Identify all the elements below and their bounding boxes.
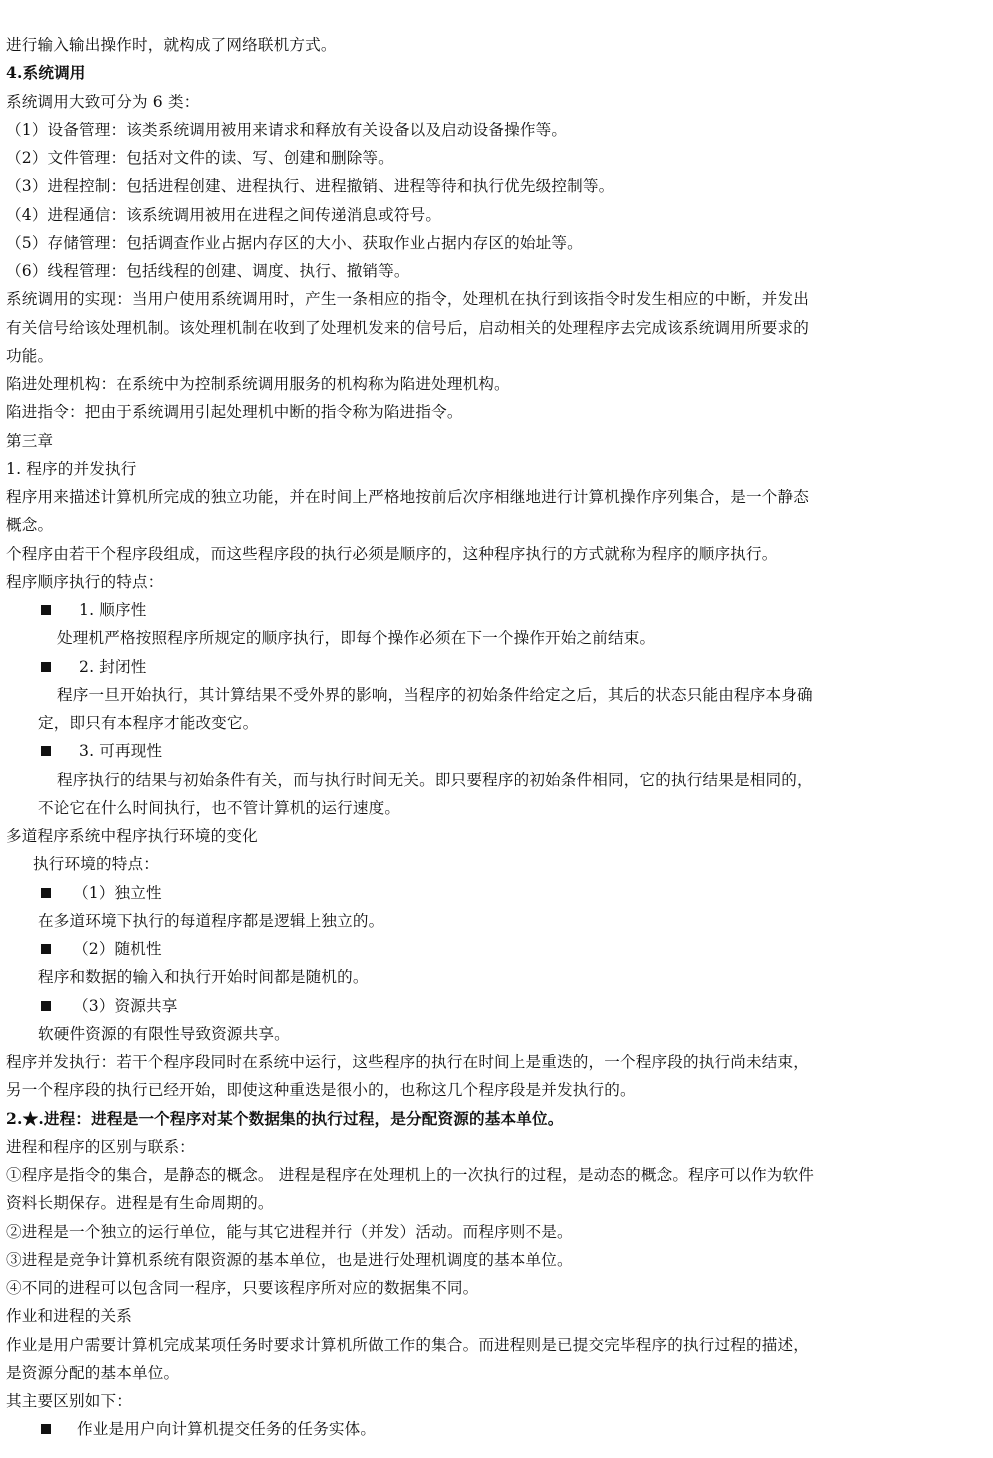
text-line: 程序一旦开始执行，其计算结果不受外界的影响，当程序的初始条件给定之后，其后的状态只能由程序本身确	[57, 685, 813, 704]
bullet-label: 3. 可再现性	[79, 742, 163, 761]
bullet-item	[6, 596, 985, 624]
section-heading: 4.系统调用	[6, 63, 86, 83]
text-line: 软硬件资源的有限性导致资源共享。	[38, 1024, 290, 1043]
text-line: 处理机严格按照程序所规定的顺序执行，即每个操作必须在下一个操作开始之前结束。	[57, 629, 656, 648]
text-line: 系统调用的实现：当用户使用系统调用时，产生一条相应的指令，处理机在执行到该指令时发生相应的中断，并发出	[6, 290, 809, 309]
text-line: 作业是用户需要计算机完成某项任务时要求计算机所做工作的集合。而进程则是已提交完毕程序的执行过程的描述，	[6, 1335, 809, 1354]
text-line: 定，即只有本程序才能改变它。	[38, 714, 259, 732]
text-line: 其主要区别如下：	[6, 1392, 132, 1410]
bullet-label: （3）资源共享	[73, 996, 178, 1015]
text-line: 在多道环境下执行的每道程序都是逻辑上独立的。	[38, 911, 385, 930]
square-bullet-icon	[41, 1001, 51, 1011]
bullet-item	[6, 992, 985, 1020]
list-item: （6）线程管理：包括线程的创建、调度、执行、撤销等。	[6, 262, 410, 280]
text-line: 概念。	[6, 516, 54, 535]
list-item: （2）文件管理：包括对文件的读、写、创建和删除等。	[6, 149, 394, 167]
square-bullet-icon	[41, 1424, 51, 1434]
text-line: 系统调用大致可分为 6 类：	[6, 92, 200, 111]
bullet-label: 作业是用户向计算机提交任务的任务实体。	[77, 1420, 377, 1439]
bullet-item	[6, 653, 985, 681]
square-bullet-icon	[41, 662, 51, 672]
text-line: 不论它在什么时间执行，也不管计算机的运行速度。	[38, 798, 401, 817]
text-line: 陷进指令：把由于系统调用引起处理机中断的指令称为陷进指令。	[6, 403, 463, 422]
bullet-label: 2. 封闭性	[79, 657, 147, 676]
bullet-item	[6, 935, 985, 963]
text-line: 程序并发执行：若干个程序段同时在系统中运行，这些程序的执行在时间上是重迭的，一个程序段的执行尚未结束，	[6, 1053, 809, 1071]
text-line: 是资源分配的基本单位。	[6, 1363, 180, 1382]
text-line: ③进程是竞争计算机系统有限资源的基本单位，也是进行处理机调度的基本单位。	[6, 1250, 573, 1269]
square-bullet-icon	[41, 605, 51, 615]
bullet-label: 1. 顺序性	[79, 601, 147, 619]
text-line: 执行环境的特点：	[33, 855, 159, 874]
bullet-item	[6, 737, 985, 765]
text-line: 程序和数据的输入和执行开始时间都是随机的。	[38, 968, 369, 987]
text-line: 进程和程序的区别与联系：	[6, 1137, 195, 1156]
text-line: 程序执行的结果与初始条件有关，而与执行时间无关。即只要程序的初始条件相同，它的执行结果是相同的，	[57, 770, 813, 789]
text-line: 有关信号给该处理机制。该处理机制在收到了处理机发来的信号后，启动相关的处理程序去完成该系统调用所要求的	[6, 318, 809, 337]
text-line: 程序顺序执行的特点：	[6, 572, 164, 591]
text-line: 程序用来描述计算机所完成的独立功能，并在时间上严格地按前后次序相继地进行计算机操作序列集合，是一个静态	[6, 488, 809, 506]
text-line: ①程序是指令的集合，是静态的概念。 进程是程序在处理机上的一次执行的过程，是动态的概念。程序可以作为软件	[6, 1166, 815, 1184]
list-item: （1）设备管理：该类系统调用被用来请求和释放有关设备以及启动设备操作等。	[6, 120, 568, 139]
text-line: 个程序由若干个程序段组成，而这些程序段的执行必须是顺序的，这种程序执行的方式就称为程序的顺序执行。	[6, 544, 778, 563]
bullet-label: （1）独立性	[73, 883, 162, 902]
section-heading: 2.★.进程：进程是一个程序对某个数据集的执行过程，是分配资源的基本单位。	[6, 1108, 564, 1128]
text-line: 资料长期保存。进程是有生命周期的。	[6, 1194, 274, 1213]
chapter-heading: 第三章	[6, 431, 54, 450]
text-line: 功能。	[6, 346, 54, 365]
list-item: （4）进程通信：该系统调用被用在进程之间传递消息或符号。	[6, 205, 442, 224]
bullet-item	[6, 879, 985, 907]
text-line: 另一个程序段的执行已经开始，即使这种重迭是很小的，也称这几个程序段是并发执行的。	[6, 1081, 636, 1100]
list-item: （3）进程控制：包括进程创建、进程执行、进程撤销、进程等待和执行优先级控制等。	[6, 177, 615, 196]
subsection-heading: 作业和进程的关系	[6, 1307, 132, 1326]
text-line: 进行输入输出操作时，就构成了网络联机方式。	[6, 36, 337, 54]
text-line: ④不同的进程可以包含同一程序，只要该程序所对应的数据集不同。	[6, 1279, 479, 1297]
bullet-label: （2）随机性	[73, 940, 162, 958]
square-bullet-icon	[41, 746, 51, 756]
square-bullet-icon	[41, 888, 51, 898]
square-bullet-icon	[41, 944, 51, 954]
list-item: （5）存储管理：包括调查作业占据内存区的大小、获取作业占据内存区的始址等。	[6, 233, 583, 252]
text-line: ②进程是一个独立的运行单位，能与其它进程并行（并发）活动。而程序则不是。	[6, 1222, 573, 1241]
text-line: 多道程序系统中程序执行环境的变化	[6, 827, 258, 845]
section-heading: 1. 程序的并发执行	[6, 459, 137, 478]
text-line: 陷进处理机构：在系统中为控制系统调用服务的机构称为陷进处理机构。	[6, 375, 510, 393]
bullet-item	[6, 1415, 985, 1443]
